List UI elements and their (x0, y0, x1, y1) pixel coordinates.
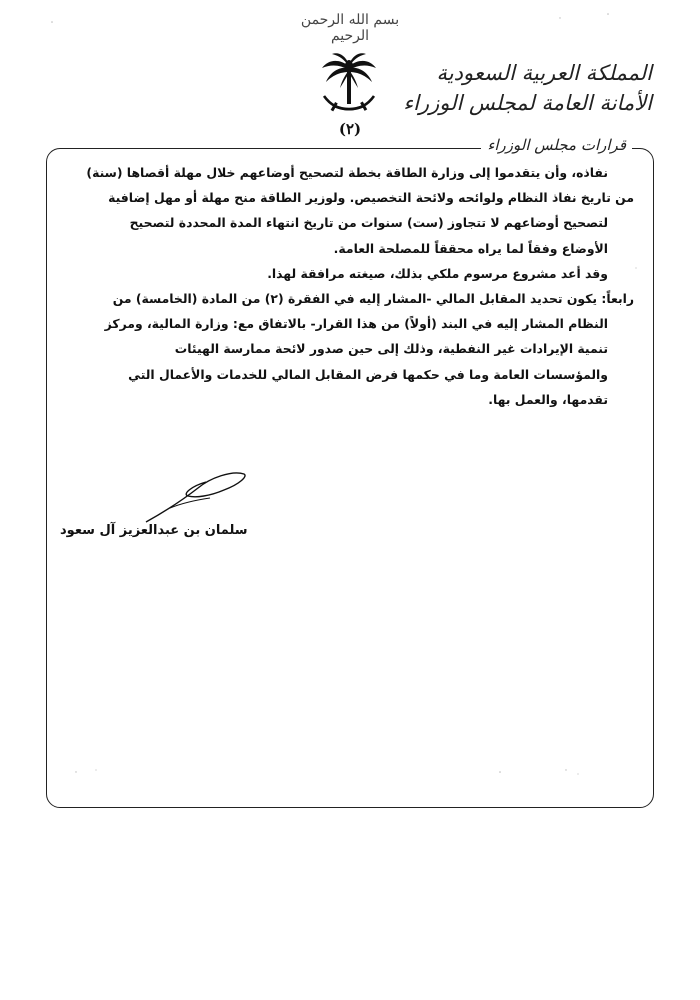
clause-fourth-line: تقدمها، والعمل بها. (488, 391, 608, 407)
body-line: لتصحيح أوضاعهم لا تتجاوز (ست) سنوات من تاريخ انتهاء المدة المحددة لتصحيح (129, 215, 608, 231)
body-line: نفاذه، وأن يتقدموا إلى وزارة الطاقة بخطة لتصحيح أوضاعهم خلال مهلة أقصاها (سنة) (86, 165, 608, 180)
body-line: من تاريخ نفاذ النظام ولوائحه ولائحة التخصيص. ولوزير الطاقة منح مهلة أو مهل إضافية (108, 190, 634, 206)
clause-fourth-line: والمؤسسات العامة وما في حكمها فرض المقابل المالي للخدمات والأعمال التي (128, 366, 608, 382)
clause-fourth-line: النظام المشار إليه في البند (أولاً) من هذا القرار- بالاتفاق مع: وزارة المالية، ومركز (104, 316, 608, 332)
palm-and-swords-icon (318, 52, 380, 122)
letterhead-secretariat: الأمانة العامة لمجلس الوزراء (403, 91, 652, 115)
clause-fourth-line: تنمية الإيرادات غير النفطية، وذلك إلى حين صدور لائحة ممارسة الهيئات (174, 341, 608, 357)
decree-line: وقد أعد مشروع مرسوم ملكي بذلك، صيغته مرافقة لهذا. (267, 265, 608, 281)
page-number: (٢) (338, 120, 362, 138)
basmala: بسم الله الرحمن الرحيم (300, 12, 400, 44)
document-body (60, 160, 634, 412)
body-line: الأوضاع وفقاً لما يراه محققاً للمصلحة العامة. (333, 240, 608, 256)
letterhead-kingdom: المملكة العربية السعودية (436, 61, 652, 85)
clause-fourth-line: رابعاً: يكون تحديد المقابل المالي -المشار إليه في الفقرة (٢) من المادة (الخامسة) من (112, 291, 634, 307)
frame-label: قرارات مجلس الوزراء (481, 136, 632, 154)
handwritten-signature (140, 468, 250, 528)
letterhead (403, 58, 652, 118)
signatory-name: سلمان بن عبدالعزيز آل سعود (60, 523, 248, 538)
